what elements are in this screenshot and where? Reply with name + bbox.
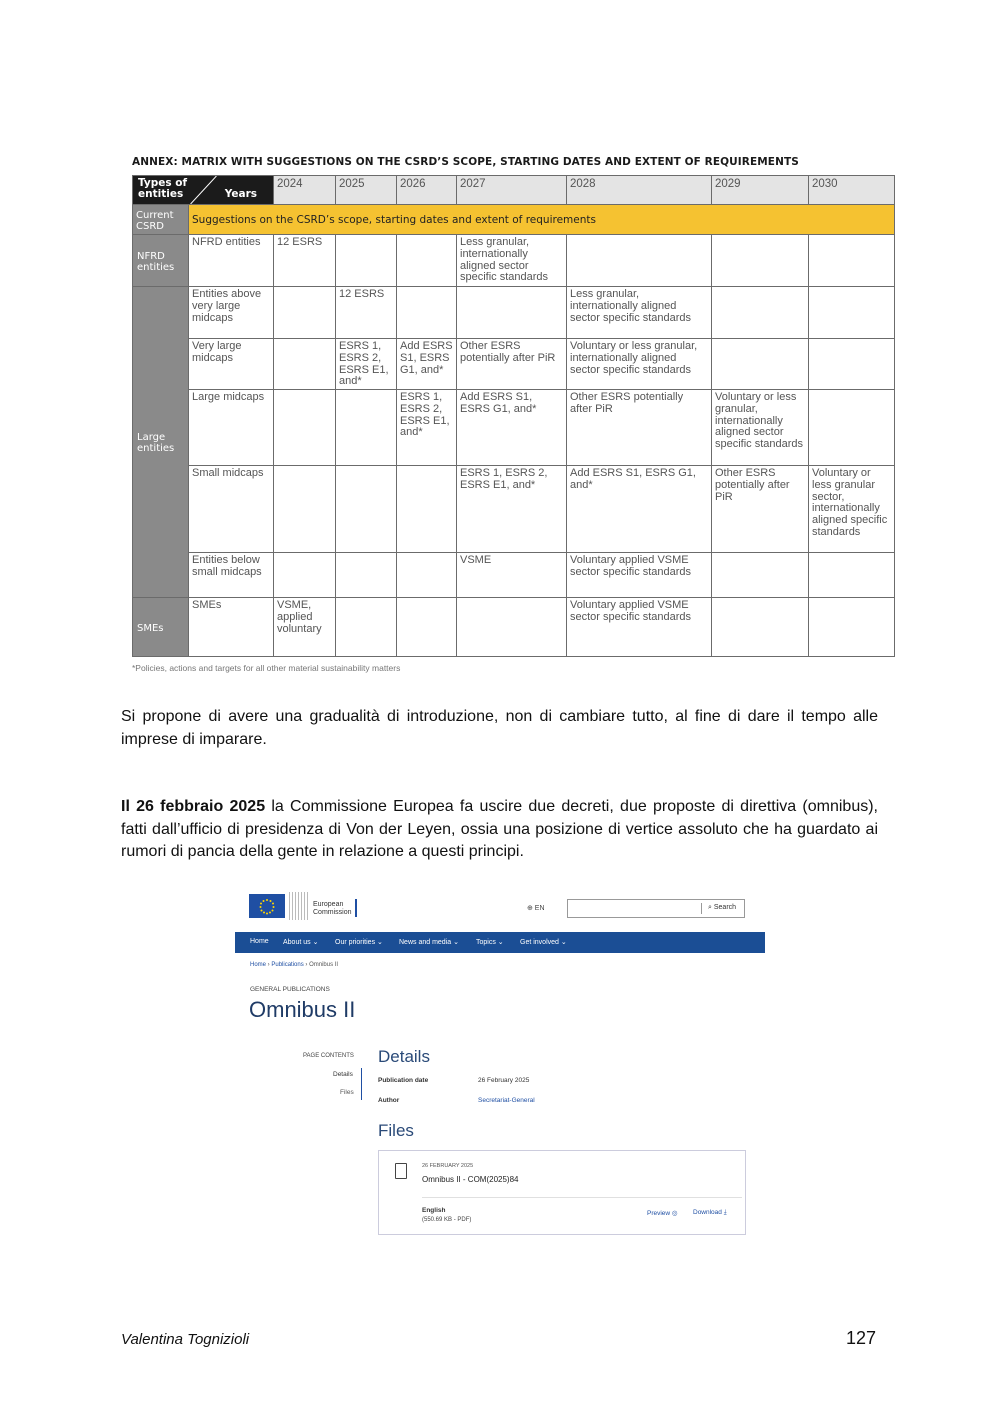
cell <box>712 235 809 287</box>
cell <box>397 235 457 287</box>
cell <box>274 390 336 466</box>
document-icon <box>395 1163 407 1179</box>
annex-footnote: *Policies, actions and targets for all other material sustainability matters <box>132 663 401 673</box>
nav-about-us[interactable]: About us ⌄ <box>283 939 319 946</box>
eu-stars-icon <box>249 894 285 918</box>
breadcrumb-current: Omnibus II <box>309 962 339 968</box>
file-card <box>378 1150 746 1235</box>
brand-divider <box>355 899 357 917</box>
nav-our-priorities[interactable]: Our priorities ⌄ <box>335 939 383 946</box>
cell: Voluntary applied VSME sector specific standards <box>567 553 712 598</box>
search-button[interactable]: ⌕ Search <box>708 904 737 911</box>
preview-link[interactable]: Preview ◎ <box>647 1210 678 1217</box>
footer-author: Valentina Tognizioli <box>121 1331 250 1348</box>
main-nav-bar <box>235 932 765 953</box>
author-label: Author <box>378 1097 400 1104</box>
year-2030: 2030 <box>809 176 895 205</box>
row-label-very-large-midcaps: Very large midcaps <box>189 339 274 390</box>
year-2024: 2024 <box>274 176 336 205</box>
eu-flag-logo <box>249 894 285 918</box>
toc-files-link[interactable]: Files <box>340 1089 354 1096</box>
cell: VSME, applied voluntary <box>274 598 336 657</box>
cell <box>809 390 895 466</box>
cell <box>397 553 457 598</box>
cell: Other ESRS potentially after PiR <box>567 390 712 466</box>
year-2029: 2029 <box>712 176 809 205</box>
cell: VSME <box>457 553 567 598</box>
cell <box>712 287 809 339</box>
annex-title: ANNEX: MATRIX WITH SUGGESTIONS ON THE CSRD’S SCOPE, STARTING DATES AND EXTENT OF REQUIREMENTS <box>132 156 799 168</box>
cell <box>809 339 895 390</box>
nav-get-involved[interactable]: Get involved ⌄ <box>520 939 567 946</box>
download-link[interactable]: Download ⤓ <box>693 1209 727 1216</box>
cell: Add ESRS S1, ESRS G1, and* <box>457 390 567 466</box>
cell <box>336 390 397 466</box>
year-2028: 2028 <box>567 176 712 205</box>
search-divider <box>701 903 702 914</box>
row-label-nfrd: NFRD entities <box>189 235 274 287</box>
file-name: Omnibus II - COM(2025)84 <box>422 1175 519 1184</box>
omnibus-webpage-screenshot <box>235 884 765 1244</box>
cell: Other ESRS potentially after PiR <box>457 339 567 390</box>
matrix-header-corner <box>133 176 274 205</box>
cell <box>712 339 809 390</box>
cell <box>274 339 336 390</box>
breadcrumb: Home › Publications › Omnibus II <box>250 962 339 968</box>
cell <box>712 553 809 598</box>
row-label-large-midcaps: Large midcaps <box>189 390 274 466</box>
year-2026: 2026 <box>397 176 457 205</box>
cell <box>336 553 397 598</box>
cell <box>336 235 397 287</box>
cell: Voluntary or less granular, internationally aligned sector specific standards <box>567 339 712 390</box>
paragraph-gradualita: Si propone di avere una gradualità di introduzione, non di cambiare tutto, al fine di dare il tempo alle imprese di imparare. <box>121 708 878 748</box>
cell: Voluntary applied VSME sector specific standards <box>567 598 712 657</box>
page-title: Omnibus II <box>249 997 356 1022</box>
cell: Add ESRS S1, ESRS G1, and* <box>397 339 457 390</box>
group-nfrd-entities: NFRD entities <box>133 235 189 287</box>
cell <box>397 466 457 553</box>
cell <box>809 287 895 339</box>
cell: ESRS 1, ESRS 2, ESRS E1, and* <box>336 339 397 390</box>
year-2025: 2025 <box>336 176 397 205</box>
file-divider <box>422 1197 742 1198</box>
suggestions-banner: Suggestions on the CSRD’s scope, starting dates and extent of requirements <box>189 205 895 235</box>
commission-building-icon <box>289 892 309 920</box>
cell <box>397 287 457 339</box>
cell: Other ESRS potentially after PiR <box>712 466 809 553</box>
details-heading: Details <box>378 1047 430 1066</box>
header-years: Years <box>224 188 257 200</box>
cell: Voluntary or less granular, internationally aligned sector specific standards <box>712 390 809 466</box>
toc-details-link[interactable]: Details <box>333 1071 353 1078</box>
nav-topics[interactable]: Topics ⌄ <box>476 939 504 946</box>
cell: Less granular, internationally aligned sector specific standards <box>457 235 567 287</box>
breadcrumb-home[interactable]: Home <box>250 962 267 968</box>
cell <box>809 598 895 657</box>
cell <box>336 466 397 553</box>
files-heading: Files <box>378 1121 414 1140</box>
date-highlight: Il 26 febbraio 2025 <box>121 798 266 815</box>
paragraph-26-febbraio <box>121 796 878 864</box>
file-date: 26 FEBRUARY 2025 <box>422 1163 474 1169</box>
page-contents-label: PAGE CONTENTS <box>303 1053 354 1059</box>
row-label-above-very-large: Entities above very large midcaps <box>189 287 274 339</box>
page-number: 127 <box>846 1328 877 1348</box>
cell <box>274 287 336 339</box>
ec-brand-name: European Commission <box>313 901 352 916</box>
row-label-below-small-midcaps: Entities below small midcaps <box>189 553 274 598</box>
author-link[interactable]: Secretariat-General <box>478 1097 535 1104</box>
cell: ESRS 1, ESRS 2, ESRS E1, and* <box>397 390 457 466</box>
nav-home[interactable]: Home <box>250 938 269 945</box>
cell <box>457 287 567 339</box>
header-types-of-entities: Types of entities <box>138 177 188 200</box>
cell <box>809 553 895 598</box>
cell <box>336 598 397 657</box>
cell: Less granular, internationally aligned sector specific standards <box>567 287 712 339</box>
cell <box>567 235 712 287</box>
cell: Voluntary or less granular sector, internationally aligned specific standards <box>809 466 895 553</box>
row-label-small-midcaps: Small midcaps <box>189 466 274 553</box>
csrd-matrix-table <box>132 175 895 657</box>
cell: ESRS 1, ESRS 2, ESRS E1, and* <box>457 466 567 553</box>
cell <box>397 598 457 657</box>
cell <box>712 598 809 657</box>
breadcrumb-publications[interactable]: Publications <box>271 962 304 968</box>
search-input[interactable] <box>567 899 745 918</box>
row-label-smes: SMEs <box>189 598 274 657</box>
publication-date-label: Publication date <box>378 1077 429 1084</box>
group-smes: SMEs <box>133 598 189 657</box>
eyebrow-label: GENERAL PUBLICATIONS <box>250 986 330 993</box>
publication-date-value: 26 February 2025 <box>478 1077 530 1084</box>
toc-indicator <box>361 1068 362 1100</box>
group-large-entities: Large entities <box>133 287 189 598</box>
paragraph-body: la Commissione Europea fa uscire due decreti, due proposte di direttiva (omnibus), fatti dall’ufficio di presidenza di Von der Leyen, ossia una posizione di vertice assoluto che ha guardato ai rumori di pancia della gente in relazione a questi principi. <box>121 798 879 860</box>
language-selector[interactable]: ⊕ EN <box>527 905 545 912</box>
nav-news-and-media[interactable]: News and media ⌄ <box>399 939 459 946</box>
cell: 12 ESRS <box>336 287 397 339</box>
file-size: (550.69 KB - PDF) <box>422 1217 472 1223</box>
file-language: English <box>422 1207 446 1214</box>
cell <box>809 235 895 287</box>
group-current-csrd: Current CSRD <box>133 205 189 235</box>
cell <box>457 598 567 657</box>
cell <box>274 553 336 598</box>
cell: Add ESRS S1, ESRS G1, and* <box>567 466 712 553</box>
cell <box>274 466 336 553</box>
cell: 12 ESRS <box>274 235 336 287</box>
year-2027: 2027 <box>457 176 567 205</box>
